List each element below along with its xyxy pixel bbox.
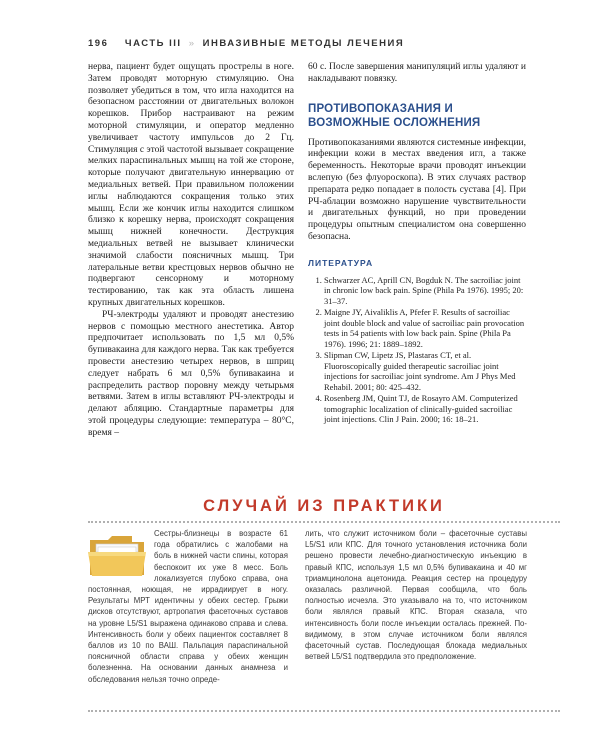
references-heading: ЛИТЕРАТУРА (308, 257, 374, 268)
body-paragraph: 60 с. После завершения манипуляций иглы удаляют и накладывают повязку. (308, 62, 526, 84)
references-list (308, 275, 526, 425)
part-label: ЧАСТЬ III (124, 38, 182, 49)
folder-icon (88, 532, 146, 577)
body-paragraph: Противопоказаниями являются системные инфекции, инфекции кожи в местах введения игл, а также беременность. Некоторые врачи проводят инъекции вслепую (без флуороскопа). В этих случаях раствор препарата редко попадает в полость сустава [4]. При РЧ-аблации возможно нарушение чувствительности и двигательных функций, но при проведении процедуры опытным специалистом она совершенно безопасна. (308, 137, 526, 242)
reference-item: 1. Schwarzer AC, Aprill CN, Bogduk N. The sacroiliac joint in chronic low back pain. Spine (Phila Pa 1976). 1995; 20: 31–37. (324, 275, 526, 307)
case-study-title: СЛУЧАЙ ИЗ ПРАКТИКИ (203, 497, 445, 515)
body-paragraph: РЧ-электроды удаляют и проводят анестезию нервов с помощью местного анестетика. Автор предпочитает использовать по 1,5 мл 0,5% бупивакаина для каждого нерва. Так как требуется провести анестезию четырех нервов, в шприц следует набрать 6 мл 0,5% бупивакаина и распределить раствор поровну между четырьмя ветвями. Затем в иглы вставляют РЧ-электроды и делают абляцию. Стандартные параметры для этой процедуры следующие: температура – 80°С, время – (88, 309, 294, 438)
case-paragraph: Сестры-близнецы в возрасте 61 года обратились с жалобами на боль в нижней части спины, которая беспокоит их уже 8 месс. Боль локализуется глубоко справа, она постоянная, ноющая, не иррадиирует в ногу. Результаты МРТ идентичны у обеих сестер. Грыжи дисков отсутствуют, артропатия фасеточных суставов на уровне L5/S1 выражена одинаково справа и слева. Интенсивность боли у обеих пациенток составляет 8 баллов из 10 по ВАШ. Пальпация параспинальной поясничной области справа у обеих женщин болезненна. На основании данных анамнеза и обследования нельзя точно опреде- (88, 529, 288, 684)
case-top-divider (88, 521, 560, 523)
part-title: ИНВАЗИВНЫЕ МЕТОДЫ ЛЕЧЕНИЯ (202, 38, 405, 49)
body-paragraph: нерва, пациент будет ощущать прострелы в ноге. Затем проводят моторную стимуляцию. Она позволяет убедиться в том, что игла находится на безопасном расстоянии от двигательных волокон корешков. Прибор настраивают на режим моторной стимуляции, и оператор медленно увеличивает частоту импульсов до 2 Гц. Стимуляция с этой частотой вызывает сокращение мелких параспинальных мышц на той же стороне, которые получают двигательную иннервацию от медиальных ветвей. При правильном положении иглы наблюдаются сокращения только этих мышц. Если же кончик иглы находится слишком близко к корешку нерва, происходят сокращения мышц нижней конечности. Деструкция медиальных ветвей не вызывает клинически значимой слабости поясничных мышц. Три латеральные ветви крестцовых нервов обычно не подвергают сенсорному и моторному тестированию, так как эта область лишена крупных двигательных корешков. (88, 62, 294, 308)
left-column (88, 62, 294, 440)
case-bottom-divider (88, 710, 560, 712)
running-header (88, 38, 560, 52)
case-right-column (305, 528, 527, 662)
case-left-column (88, 528, 288, 685)
page-number: 196 (88, 38, 109, 49)
reference-item: 4. Rosenberg JM, Quint TJ, de Rosayro AM. Computerized tomographic localization of clinically-guided sacroiliac joint injections. Clin J Pain. 2000; 16: 18–21. (324, 393, 526, 425)
header-separator: » (188, 38, 196, 49)
reference-item: 3. Slipman CW, Lipetz JS, Plastaras CT, et al. Fluoroscopically guided therapeutic sacroiliac joint injections for sacroiliac joint syndrome. Am J Phys Med Rehabil. 2001; 80: 425–432. (324, 350, 526, 392)
reference-item: 2. Maigne JY, Aivaliklis A, Pfefer F. Results of sacroiliac joint double block and value of sacroiliac pain provocation tests in 54 patients with low back pain. Spine (Phila Pa 1976). 1996; 21: 1889–1892. (324, 307, 526, 349)
right-column (308, 62, 526, 426)
section-heading: ПРОТИВОПОКАЗАНИЯ И ВОЗМОЖНЫЕ ОСЛОЖНЕНИЯ (308, 102, 481, 129)
case-paragraph: лить, что служит источником боли – фасеточные суставы L5/S1 или КПС. Для точного установления источника боли решено провести лечебно-диагностическую инъекцию в правый КПС, используя 1,5 мл 0,5% бупивакаина и 40 мг триамцинолона ацетонида. Реакция сестер на процедуру оказалась различной. Первая сообщила, что боль полностью исчезла. Это указывало на то, что источником боли являлся правый КПС. Вторая сказала, что интенсивность боли после инъекции осталась прежней. По-видимому, в этом случае источником боли являлся фасеточный сустав. Последующая блокада медиальных ветвей L5/S1 подтвердила это предположение. (305, 529, 527, 662)
